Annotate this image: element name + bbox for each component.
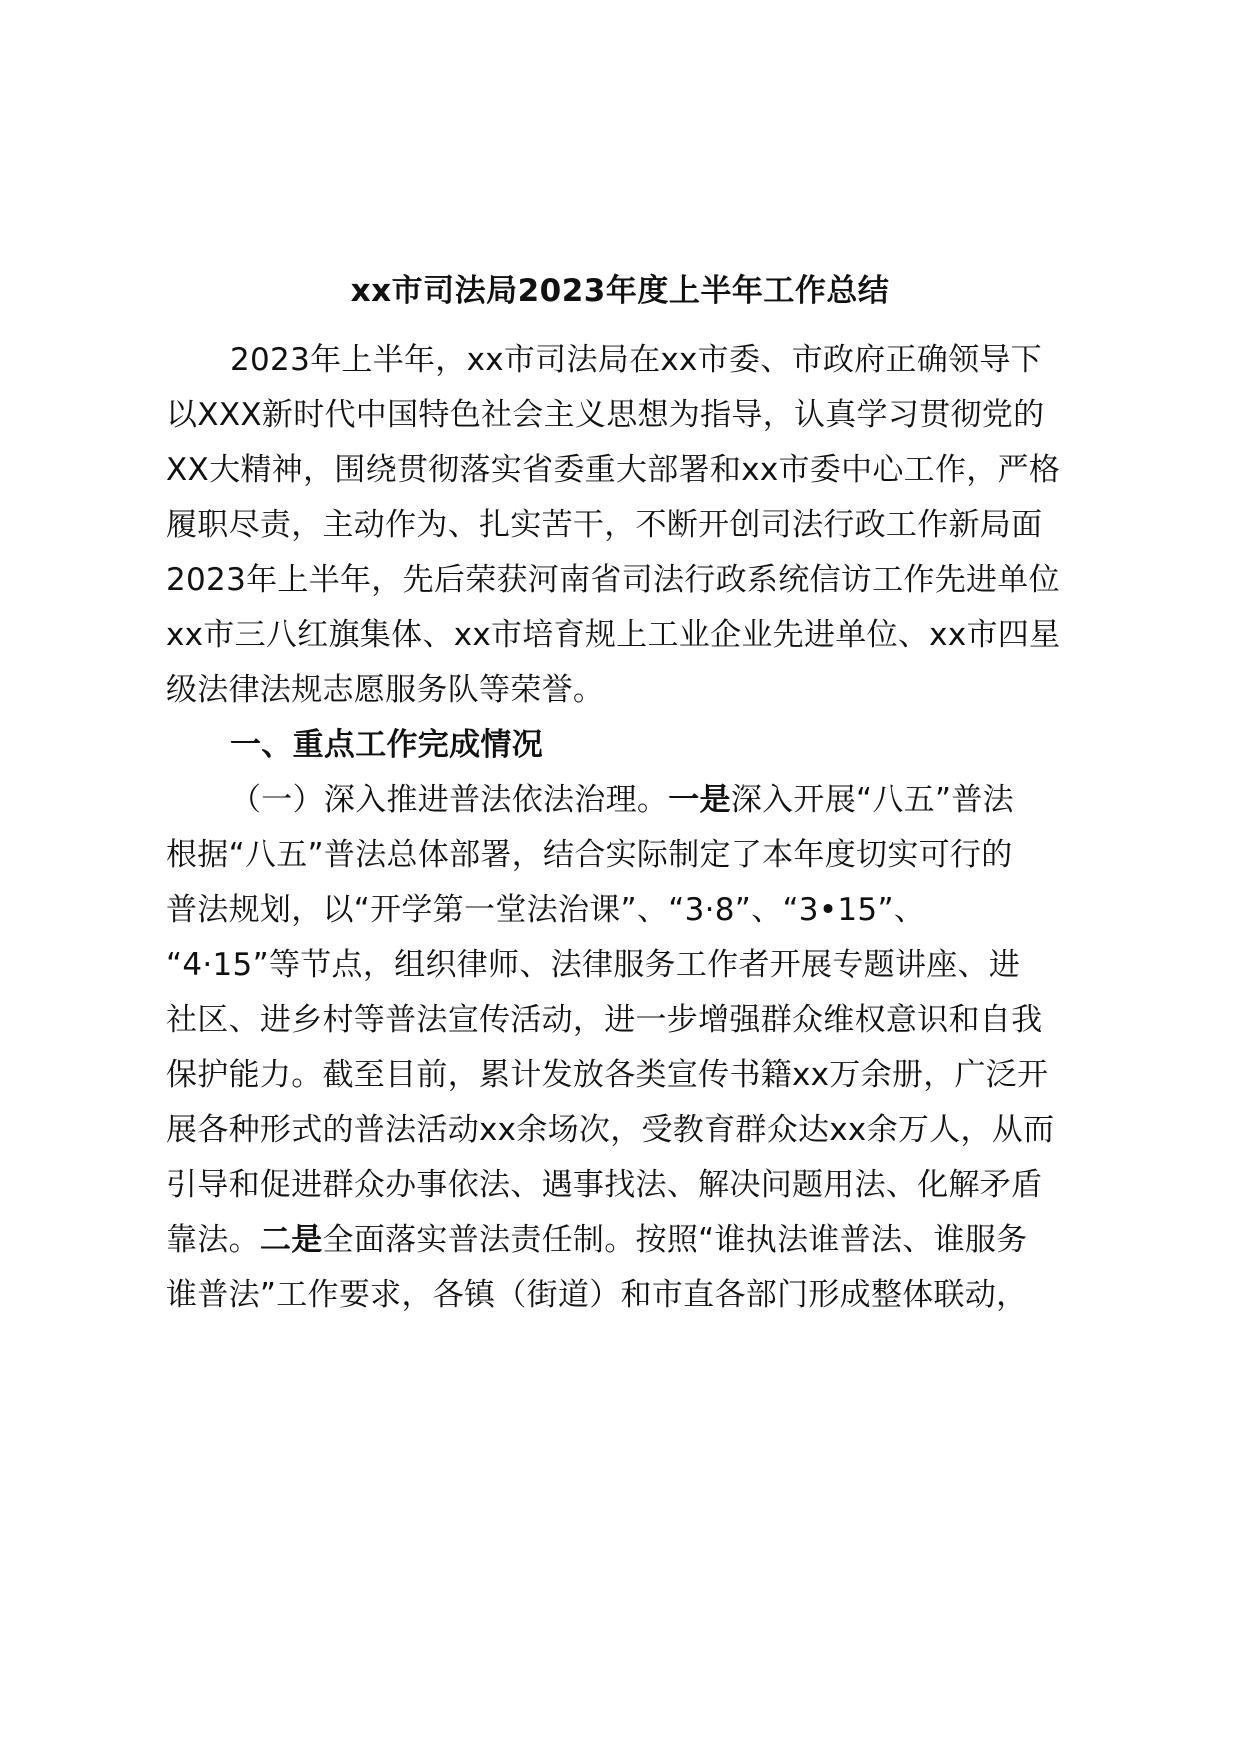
paragraph-line-10: 谁普法”工作要求，各镇（街道）和市直各部门形成整体联动， xyxy=(166,1277,1028,1313)
intro-line-5: 2023年上半年，先后荣获河南省司法行政系统信访工作先进单位 xyxy=(166,562,1060,598)
intro-line-6: xx市三八红旗集体、xx市培育规上工业企业先进单位、xx市四星 xyxy=(166,617,1061,653)
intro-line-2: 以XXX新时代中国特色社会主义思想为指导，认真学习贯彻党的 xyxy=(166,397,1045,433)
intro-line-1: 2023年上半年，xx市司法局在xx市委、市政府正确领导下 xyxy=(230,342,1042,378)
paragraph-line-9 xyxy=(166,1222,1126,1259)
paragraph-line-8: 引导和促进群众办事依法、遇事找法、解决问题用法、化解矛盾 xyxy=(166,1167,1043,1203)
paragraph-line-9-lead: 靠法。 xyxy=(166,1222,260,1258)
paragraph-line-2: 根据“八五”普法总体部署，结合实际制定了本年度切实可行的 xyxy=(166,837,1013,873)
paragraph-line-1-bold: 一是 xyxy=(668,782,731,818)
intro-line-3: XX大精神，围绕贯彻落实省委重大部署和xx市委中心工作，严格 xyxy=(166,452,1061,488)
paragraph-line-6: 保护能力。截至目前，累计发放各类宣传书籍xx万余册，广泛开 xyxy=(166,1057,1049,1093)
paragraph-line-1-rest: 深入开展“八五”普法 xyxy=(730,782,1014,818)
intro-line-4: 履职尽责，主动作为、扎实苦干，不断开创司法行政工作新局面 xyxy=(166,507,1043,543)
paragraph-line-9-bold: 二是 xyxy=(259,1222,323,1258)
paragraph-line-7: 展各种形式的普法活动xx余场次，受教育群众达xx余万人，从而 xyxy=(166,1112,1055,1148)
paragraph-line-1 xyxy=(230,782,1190,819)
paragraph-line-5: 社区、进乡村等普法宣传活动，进一步增强群众维权意识和自我 xyxy=(166,1002,1043,1038)
paragraph-line-4: “4·15”等节点，组织律师、法律服务工作者开展专题讲座、进 xyxy=(166,947,1021,983)
intro-line-7: 级法律法规志愿服务队等荣誉。 xyxy=(166,672,605,708)
paragraph-line-1-lead: （一）深入推进普法依法治理。 xyxy=(230,782,669,818)
paragraph-line-3: 普法规划，以“开学第一堂法治课”、“3·8”、“3•15”、 xyxy=(166,892,926,928)
document-title: xx市司法局2023年度上半年工作总结 xyxy=(350,273,890,309)
paragraph-line-9-rest: 全面落实普法责任制。按照“谁执法谁普法、谁服务 xyxy=(322,1222,1028,1258)
section-heading: 一、重点工作完成情况 xyxy=(230,727,543,763)
